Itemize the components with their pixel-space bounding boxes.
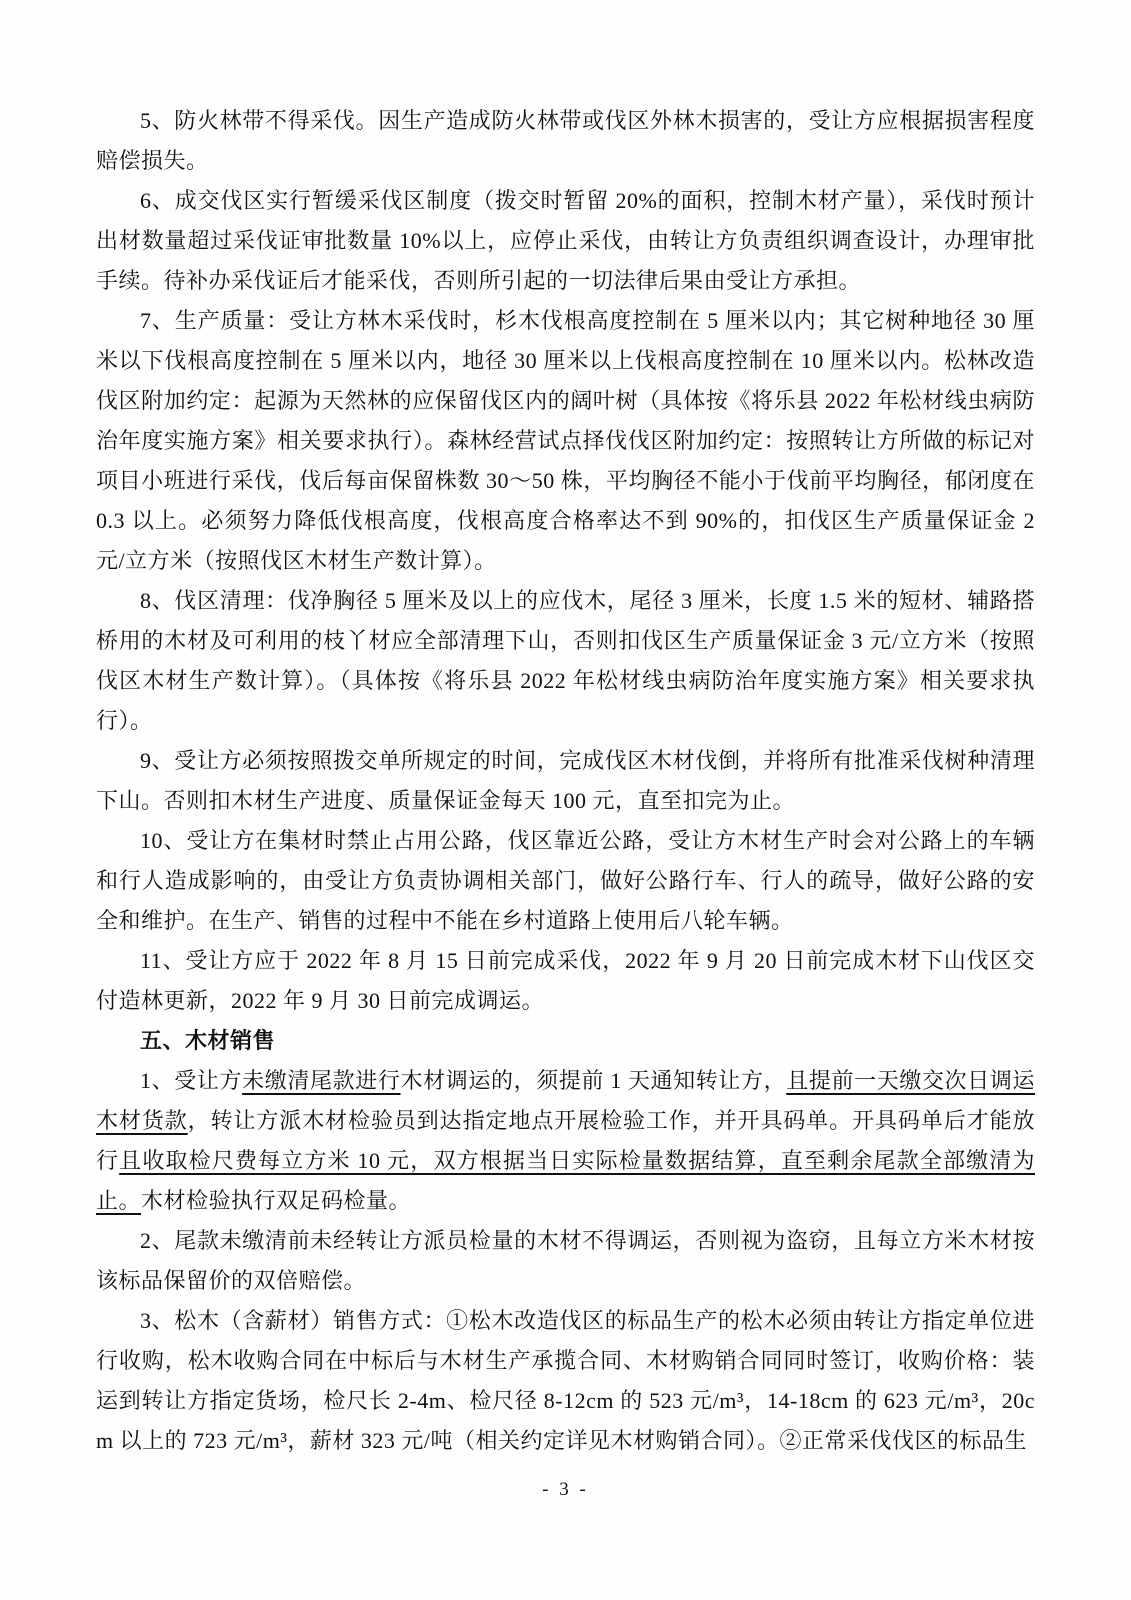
paragraph [96, 581, 1035, 741]
page-number: - 3 - [542, 1479, 589, 1500]
text-run: 五、木材销售 [140, 1028, 276, 1053]
paragraph [96, 1221, 1035, 1301]
text-run: 8、伐区清理：伐净胸径 5 厘米及以上的应伐木，尾径 3 厘米，长度 1.5 米的短材、辅路搭桥用的木材及可利用的枝丫材应全部清理下山，否则扣伐区生产质量保证金 3 元/立方米（按照伐区木材生产数计算）。（具体按《将乐县 2022 年松材线虫病防治年度实施方案》相关要求执行）。 [96, 588, 1035, 733]
paragraph [96, 101, 1035, 181]
text-run: 6、成交伐区实行暂缓采伐区制度（拨交时暂留 20%的面积，控制木材产量），采伐时预计出材数量超过采伐证审批数量 10%以上，应停止采伐，由转让方负责组织调查设计，办理审批手续。待补办采伐证后才能采伐，否则所引起的一切法律后果由受让方承担。 [96, 188, 1035, 293]
text-run: 5、防火林带不得采伐。因生产造成防火林带或伐区外林木损害的，受让方应根据损害程度赔偿损失。 [96, 108, 1035, 173]
text-run: ，转让方派木材检验员到达指定地点开展检验工作，并开具码单。开具码单后才能放行 [96, 1108, 1035, 1173]
underlined-text-run: 未缴清尾款进行 [242, 1068, 401, 1093]
page-footer [0, 1479, 1131, 1501]
paragraph [96, 1301, 1035, 1461]
text-run: 3、松木（含薪材）销售方式：①松木改造伐区的标品生产的松木必须由转让方指定单位进行收购，松木收购合同在中标后与木材生产承揽合同、木材购销合同同时签订，收购价格：装运到转让方指定货场，检尺长 2-4m、检尺径 8-12cm 的 523 元/m³，14-18cm 的 623 元/m³，20cm 以上的 723 元/m³，薪材 323 元/吨（相关约定详见木材购销合同）。②正常采伐伐区的标品生 [96, 1308, 1035, 1453]
paragraph [96, 301, 1035, 581]
text-run: 7、生产质量：受让方林木采伐时，杉木伐根高度控制在 5 厘米以内；其它树种地径 30 厘米以下伐根高度控制在 5 厘米以内，地径 30 厘米以上伐根高度控制在 10 厘米以内。松林改造伐区附加约定：起源为天然林的应保留伐区内的阔叶树（具体按《将乐县 2022 年松材线虫病防治年度实施方案》相关要求执行）。森林经营试点择伐伐区附加约定：按照转让方所做的标记对项目小班进行采伐，伐后每亩保留株数 30～50 株，平均胸径不能小于伐前平均胸径，郁闭度在 0.3 以上。必须努力降低伐根高度，伐根高度合格率达不到 90%的，扣伐区生产质量保证金 2 元/立方米（按照伐区木材生产数计算）。 [96, 308, 1035, 573]
paragraph [96, 1061, 1035, 1221]
paragraph [96, 821, 1035, 941]
paragraph [96, 181, 1035, 301]
paragraph [96, 741, 1035, 821]
underlined-text-run: 且提前一天缴交次日调运木材货款 [96, 1068, 1035, 1133]
section-heading [96, 1021, 1035, 1061]
text-run: 1、受让方 [140, 1068, 243, 1093]
underlined-text-run: 且收取检尺费每立方米 10 元， [119, 1148, 434, 1173]
paragraph [96, 941, 1035, 1021]
text-run: 木材检验执行双足码检量。 [141, 1188, 412, 1213]
document-body [96, 101, 1035, 1461]
text-run: 木材调运的，须提前 1 天通知转让方， [400, 1068, 787, 1093]
text-run: 10、受让方在集材时禁止占用公路，伐区靠近公路，受让方木材生产时会对公路上的车辆和行人造成影响的，由受让方负责协调相关部门，做好公路行车、行人的疏导，做好公路的安全和维护。在生产、销售的过程中不能在乡村道路上使用后八轮车辆。 [96, 828, 1035, 933]
text-run: 9、受让方必须按照拨交单所规定的时间，完成伐区木材伐倒，并将所有批准采伐树种清理下山。否则扣木材生产进度、质量保证金每天 100 元，直至扣完为止。 [96, 748, 1035, 813]
underlined-text-run: 双方根据当日实际检量数据结算，直至剩余尾款全部缴清为止。 [96, 1148, 1035, 1213]
text-run: 2、尾款未缴清前未经转让方派员检量的木材不得调运，否则视为盗窃，且每立方米木材按该标品保留价的双倍赔偿。 [96, 1228, 1035, 1293]
text-run: 11、受让方应于 2022 年 8 月 15 日前完成采伐，2022 年 9 月 20 日前完成木材下山伐区交付造林更新，2022 年 9 月 30 日前完成调运。 [96, 948, 1035, 1013]
